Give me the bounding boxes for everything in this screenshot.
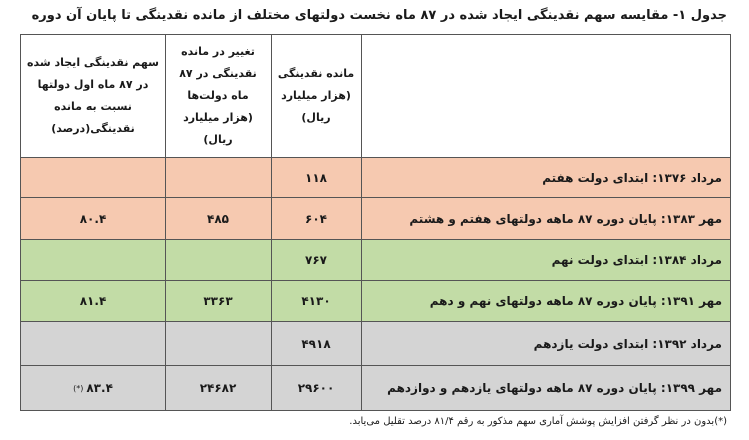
row-remaining: ۱۱۸ [305, 170, 327, 185]
row-remaining: ۷۶۷ [305, 253, 327, 267]
row-share [21, 322, 165, 365]
row-label: مرداد ۱۳۹۲: ابتدای دولت یازدهم [533, 336, 722, 351]
row-change: ۳۳۶۳ [203, 294, 233, 308]
row-label: مهر ۱۳۹۹: پایان دوره ۸۷ ماهه دولتهای یازدهم و دوازدهم [387, 381, 722, 395]
table-row [21, 365, 730, 410]
row-change: ۴۸۵ [207, 211, 229, 226]
liquidity-table [20, 34, 731, 411]
header-change: تغییر در مانده نقدینگی در ۸۷ ماه دولت‌ها (هزار میلیارد ریال) [179, 45, 257, 146]
row-share [21, 240, 165, 280]
table-row [21, 197, 730, 239]
row-change [165, 322, 271, 365]
row-label: مرداد ۱۳۸۴: ابتدای دولت نهم [551, 253, 722, 267]
row-remaining: ۴۹۱۸ [301, 336, 331, 351]
row-label: مهر ۱۳۹۱: پایان دوره ۸۷ ماهه دولتهای نهم و دهم [429, 294, 722, 308]
table-row [21, 157, 730, 197]
row-share: ۸۳.۴ [86, 381, 113, 395]
row-change [165, 158, 271, 197]
row-change: ۲۴۶۸۲ [199, 381, 237, 395]
footnote: (*)بدون در نظر گرفتن افزایش پوشش آماری سهم مذکور به رقم ۸۱/۴ درصد تقلیل می‌یابد. [349, 416, 727, 427]
table-row [21, 239, 730, 280]
row-share-cell [21, 366, 165, 410]
row-label: مهر ۱۳۸۳: پایان دوره ۸۷ ماهه دولتهای هفتم و هشتم [409, 211, 722, 226]
table-row [21, 280, 730, 321]
table-header [21, 35, 730, 157]
table-row [21, 321, 730, 365]
row-change [165, 240, 271, 280]
row-share: ۸۰.۴ [79, 211, 107, 226]
row-label: مرداد ۱۳۷۶: ابتدای دولت هفتم [542, 170, 722, 185]
footnote-marker: (*) [73, 383, 84, 393]
row-remaining: ۶۰۴ [305, 211, 327, 226]
row-share [21, 158, 165, 197]
row-remaining: ۲۹۶۰۰ [297, 381, 335, 395]
header-share: سهم نقدینگی ایجاد شده در ۸۷ ماه اول دولتها نسبت به مانده نقدینگی(درصد) [26, 56, 159, 135]
row-share: ۸۱.۴ [79, 294, 107, 308]
header-remaining: مانده نقدینگی (هزار میلیارد ریال) [277, 67, 355, 124]
table-title: جدول ۱- مقایسه سهم نقدینگی ایجاد شده در ۸۷ ماه نخست دولتهای مختلف از مانده نقدینگی تا پایان آن دوره [31, 8, 727, 23]
row-remaining: ۴۱۳۰ [301, 294, 331, 308]
